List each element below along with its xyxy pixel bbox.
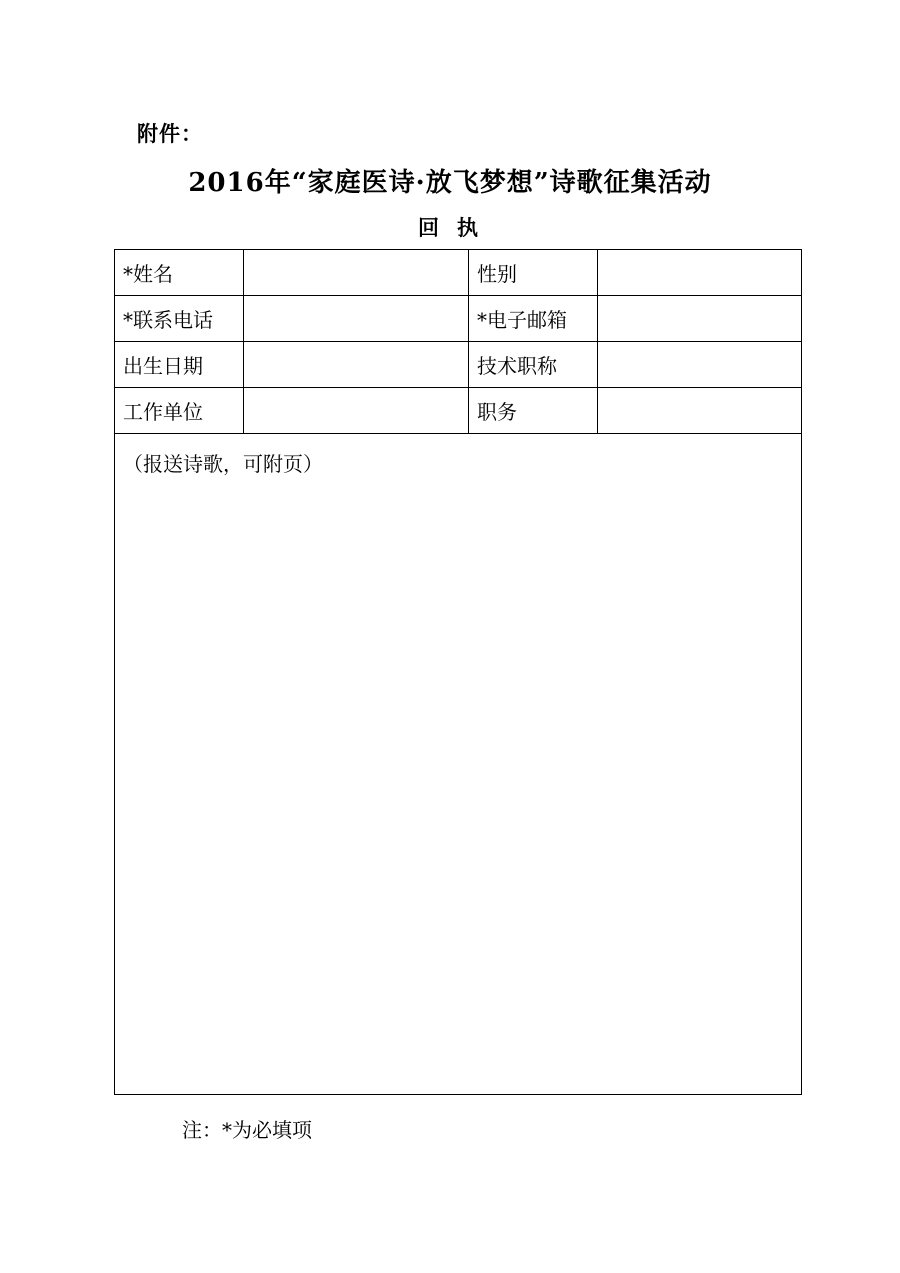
work-unit-label: 工作单位 bbox=[115, 388, 244, 434]
technical-title-label: 技术职称 bbox=[469, 342, 598, 388]
email-label: *电子邮箱 bbox=[469, 296, 598, 342]
birth-date-label: 出生日期 bbox=[115, 342, 244, 388]
form-row-contact bbox=[115, 296, 802, 342]
phone-label: *联系电话 bbox=[115, 296, 244, 342]
technical-title-field[interactable] bbox=[598, 342, 802, 388]
poem-submission-area[interactable]: （报送诗歌，可附页） bbox=[115, 434, 802, 1095]
name-label: *姓名 bbox=[115, 250, 244, 296]
receipt-form-table bbox=[114, 249, 802, 1095]
page-subtitle: 回执 bbox=[418, 215, 496, 240]
page-title: 2016年“家庭医诗·放飞梦想”诗歌征集活动 bbox=[188, 168, 712, 198]
birth-date-field[interactable] bbox=[244, 342, 469, 388]
required-field-note: 注：*为必填项 bbox=[182, 1118, 312, 1142]
work-unit-field[interactable] bbox=[244, 388, 469, 434]
form-row-name bbox=[115, 250, 802, 296]
gender-field[interactable] bbox=[598, 250, 802, 296]
email-field[interactable] bbox=[598, 296, 802, 342]
position-label: 职务 bbox=[469, 388, 598, 434]
phone-field[interactable] bbox=[244, 296, 469, 342]
form-row-poem bbox=[115, 434, 802, 1095]
attachment-label: 附件： bbox=[137, 121, 203, 146]
name-field[interactable] bbox=[244, 250, 469, 296]
form-row-work bbox=[115, 388, 802, 434]
position-field[interactable] bbox=[598, 388, 802, 434]
form-row-birth bbox=[115, 342, 802, 388]
gender-label: 性别 bbox=[469, 250, 598, 296]
